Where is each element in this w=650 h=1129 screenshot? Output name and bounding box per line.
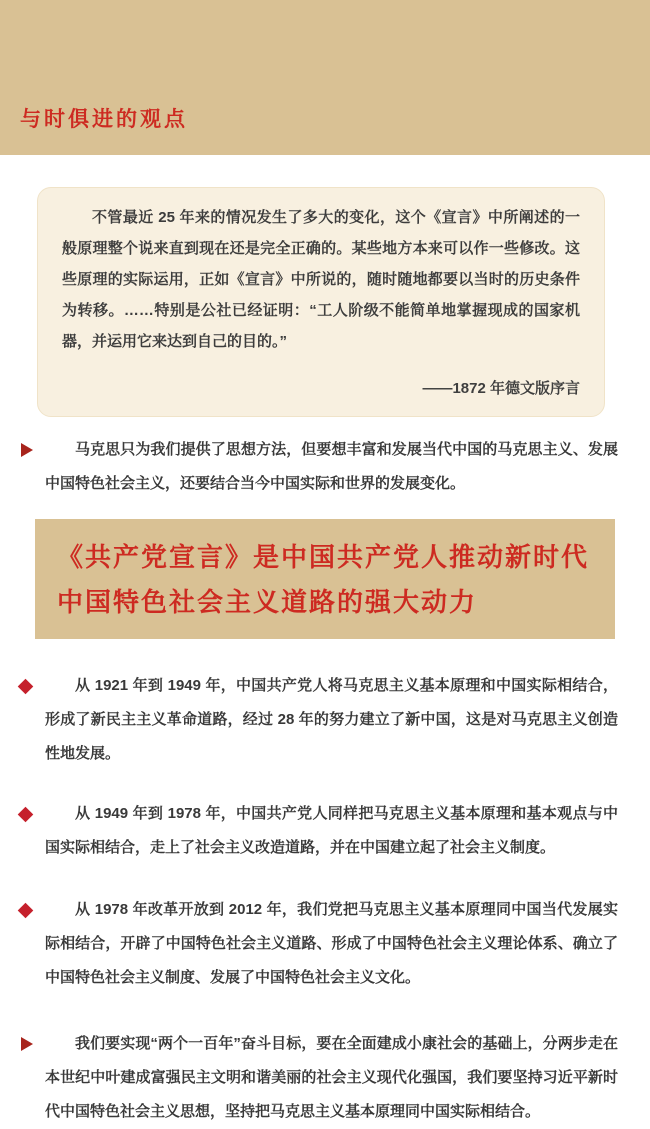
banner-line-1: 《共产党宣言》是中国共产党人推动新时代 bbox=[57, 542, 590, 572]
point-paragraph bbox=[45, 669, 618, 771]
diamond-bullet-icon bbox=[18, 807, 34, 823]
quote-text: 不管最近 25 年来的情况发生了多大的变化，这个《宣言》中所阐述的一般原理整个说来直到现在还是完全正确的。某些地方本来可以作一些修改。这些原理的实际运用，正如《宣言》中所说的，随时随地都要以当时的历史条件为转移。……特别是公社已经证明：“工人阶级不能简单地掌握现成的国家机器，并运用它来达到自己的目的。” bbox=[62, 209, 580, 350]
header-band bbox=[0, 0, 650, 155]
intro-paragraph-text: 马克思只为我们提供了思想方法，但要想丰富和发展当代中国的马克思主义、发展中国特色社会主义，还要结合当今中国实际和世界的发展变化。 bbox=[45, 441, 618, 492]
triangle-bullet-icon bbox=[21, 1037, 33, 1051]
banner-line-2: 中国特色社会主义道路的强大动力 bbox=[57, 587, 478, 617]
quote-attribution: ——1872 年德文版序言 bbox=[422, 380, 580, 397]
point-paragraph-text: 从 1921 年到 1949 年，中国共产党人将马克思主义基本原理和中国实际相结合，形成了新民主主义革命道路，经过 28 年的努力建立了新中国，这是对马克思主义创造性地发展。 bbox=[45, 677, 618, 762]
triangle-bullet-icon bbox=[21, 443, 33, 457]
page-title: 与时俱进的观点 bbox=[20, 108, 188, 131]
diamond-bullet-icon bbox=[18, 903, 34, 919]
point-paragraph bbox=[45, 797, 618, 865]
diamond-bullet-icon bbox=[18, 679, 34, 695]
quote-box bbox=[37, 187, 605, 417]
point-paragraph-text: 从 1949 年到 1978 年，中国共产党人同样把马克思主义基本原理和基本观点与中国实际相结合，走上了社会主义改造道路，并在中国建立起了社会主义制度。 bbox=[45, 805, 618, 856]
outro-paragraph-text: 我们要实现“两个一百年”奋斗目标，要在全面建成小康社会的基础上，分两步走在本世纪中叶建成富强民主文明和谐美丽的社会主义现代化强国，我们要坚持习近平新时代中国特色社会主义思想，坚持把马克思主义基本原理同中国实际相结合。 bbox=[45, 1035, 618, 1120]
section-banner bbox=[35, 519, 615, 639]
point-paragraph bbox=[45, 893, 618, 995]
point-paragraph-text: 从 1978 年改革开放到 2012 年，我们党把马克思主义基本原理同中国当代发展实际相结合，开辟了中国特色社会主义道路、形成了中国特色社会主义理论体系、确立了中国特色社会主义制度、发展了中国特色社会主义文化。 bbox=[45, 901, 618, 986]
outro-paragraph bbox=[45, 1027, 618, 1129]
intro-paragraph bbox=[45, 433, 618, 501]
